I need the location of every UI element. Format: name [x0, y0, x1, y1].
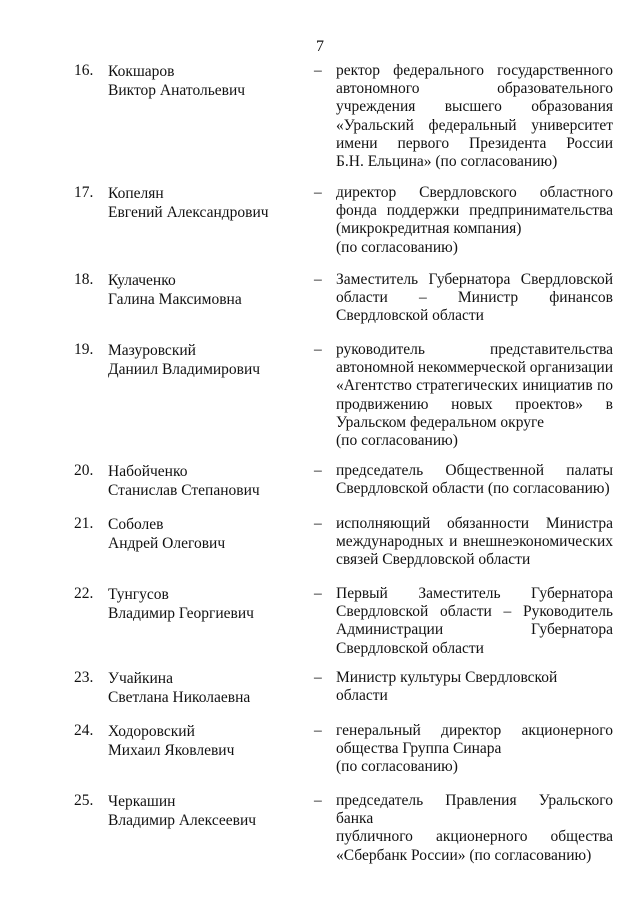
position-line: Свердловской области: [336, 307, 484, 325]
entry-number: 16.: [74, 62, 94, 79]
dash-separator: –: [314, 792, 322, 809]
entry-number: 24.: [74, 722, 94, 739]
member-name: [108, 722, 298, 760]
entry-number: 20.: [74, 462, 94, 479]
member-name: [108, 515, 298, 553]
dash-separator: –: [314, 669, 322, 686]
member-name: [108, 462, 298, 500]
position-line: связей Свердловской области: [336, 551, 531, 569]
position-line: автономного образовательного: [336, 80, 613, 98]
position-line: (по согласованию): [336, 758, 458, 776]
position-line: продвижению новых проектов» в: [336, 395, 613, 413]
position-line: (микрокредитная компания): [336, 220, 522, 238]
member-surname: Кокшаров: [108, 63, 175, 80]
member-name: [108, 184, 298, 222]
position-line: председатель Правления Уральского банка: [336, 792, 613, 828]
member-position: [336, 184, 613, 257]
position-line: директор Свердловского областного: [336, 184, 613, 201]
member-given-name: Виктор Анатольевич: [108, 82, 246, 99]
position-line: Администрации Губернатора: [336, 621, 613, 639]
position-line: руководитель представительства: [336, 341, 613, 358]
dash-separator: –: [314, 722, 322, 739]
position-line: «Сбербанк России» (по согласованию): [336, 846, 592, 864]
position-line: Уральском федеральном округе: [336, 413, 545, 431]
member-position: [336, 792, 613, 865]
position-line: ректор федерального государственного: [336, 62, 613, 79]
member-surname: Копелян: [108, 185, 164, 202]
dash-separator: –: [314, 515, 322, 532]
member-surname: Тунгусов: [108, 586, 169, 603]
member-position: [336, 462, 613, 498]
position-line: фонда поддержки предпринимательства: [336, 202, 613, 220]
position-line: Свердловской области – Руководитель: [336, 603, 613, 621]
position-line: Свердловской области: [336, 639, 484, 657]
position-line: публичного акционерного общества: [336, 828, 613, 846]
dash-separator: –: [314, 462, 322, 479]
position-line: генеральный директор акционерного: [336, 722, 613, 739]
position-line: Министр культуры Свердловской области: [336, 669, 558, 705]
member-surname: Черкашин: [108, 793, 176, 810]
member-name: [108, 62, 298, 100]
member-name: [108, 271, 298, 309]
entry-number: 19.: [74, 341, 94, 358]
position-line: Б.Н. Ельцина» (по согласованию): [336, 153, 558, 171]
member-position: [336, 669, 613, 705]
position-line: международных и внешнеэкономических: [336, 533, 613, 551]
entry-number: 23.: [74, 669, 94, 686]
member-name: [108, 669, 298, 707]
member-position: [336, 341, 613, 450]
entry-number: 18.: [74, 271, 94, 288]
member-name: [108, 341, 298, 379]
member-given-name: Евгений Александрович: [108, 204, 269, 221]
position-line: автономной некоммерческой организации: [336, 359, 613, 377]
dash-separator: –: [314, 62, 322, 79]
position-line: Первый Заместитель Губернатора: [336, 585, 613, 602]
member-surname: Соболев: [108, 516, 164, 533]
page-number: 7: [316, 38, 324, 55]
member-surname: Набойченко: [108, 463, 188, 480]
position-line: учреждения высшего образования: [336, 98, 613, 116]
member-surname: Кулаченко: [108, 272, 176, 289]
entry-number: 21.: [74, 515, 94, 532]
member-given-name: Галина Максимовна: [108, 291, 242, 308]
member-given-name: Владимир Георгиевич: [108, 605, 254, 622]
member-given-name: Даниил Владимирович: [108, 361, 261, 378]
position-line: (по согласованию): [336, 238, 458, 256]
position-line: «Уральский федеральный университет: [336, 116, 613, 134]
entry-number: 22.: [74, 585, 94, 602]
member-name: [108, 585, 298, 623]
entry-number: 25.: [74, 792, 94, 809]
position-line: имени первого Президента России: [336, 134, 613, 152]
member-position: [336, 515, 613, 570]
position-line: области – Министр финансов: [336, 289, 613, 307]
member-given-name: Андрей Олегович: [108, 535, 226, 552]
dash-separator: –: [314, 271, 322, 288]
dash-separator: –: [314, 184, 322, 201]
position-line: «Агентство стратегических инициатив по: [336, 377, 613, 395]
position-line: Свердловской области (по согласованию): [336, 480, 610, 498]
member-surname: Мазуровский: [108, 342, 196, 359]
position-line: (по согласованию): [336, 432, 458, 450]
member-surname: Учайкина: [108, 670, 173, 687]
member-position: [336, 62, 613, 171]
member-position: [336, 585, 613, 658]
member-position: [336, 722, 613, 777]
position-line: общества Группа Синара: [336, 740, 502, 758]
member-given-name: Михаил Яковлевич: [108, 742, 235, 759]
member-given-name: Светлана Николаевна: [108, 689, 251, 706]
position-line: Заместитель Губернатора Свердловской: [336, 271, 613, 288]
member-name: [108, 792, 298, 830]
position-line: исполняющий обязанности Министра: [336, 515, 613, 532]
entry-number: 17.: [74, 184, 94, 201]
member-given-name: Владимир Алексеевич: [108, 812, 257, 829]
member-surname: Ходоровский: [108, 723, 195, 740]
position-line: председатель Общественной палаты: [336, 462, 613, 479]
member-given-name: Станислав Степанович: [108, 482, 260, 499]
dash-separator: –: [314, 341, 322, 358]
member-position: [336, 271, 613, 326]
dash-separator: –: [314, 585, 322, 602]
